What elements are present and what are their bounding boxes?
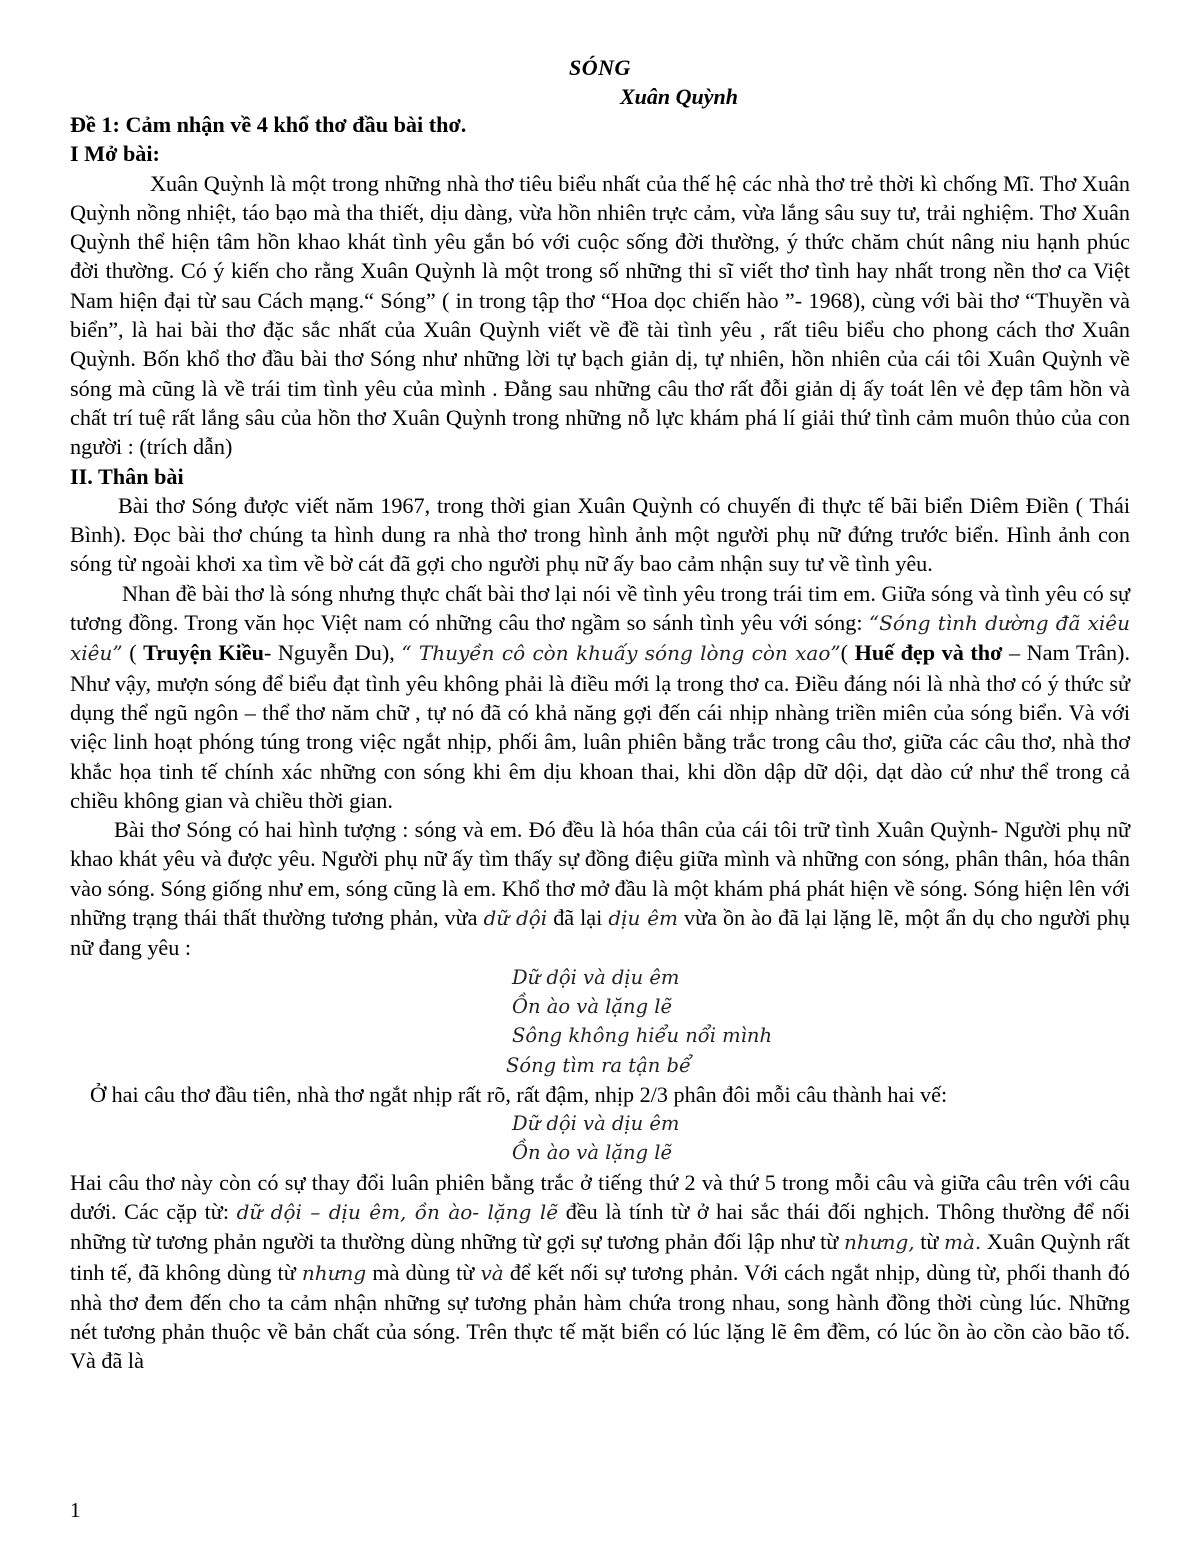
poem-excerpt-2	[70, 1109, 1130, 1168]
poem-line: Ồn ào và lặng lẽ	[512, 994, 673, 1018]
paragraph-mo-bai: Xuân Quỳnh là một trong những nhà thơ tiêu biểu nhất của thế hệ các nhà thơ trẻ thời kì chống Mĩ. Thơ Xuân Quỳnh nồng nhiệt, táo bạo mà tha thiết, dịu dàng, vừa hồn nhiên trực cảm, vừa lắng sâu suy tư, trải nghiệm. Thơ Xuân Quỳnh thể hiện tâm hồn khao khát tình yêu gắn bó với cuộc sống đời thường, ý thức chăm chút nâng niu hạnh phúc đời thường. Có ý kiến cho rằng Xuân Quỳnh là một trong số những thi sĩ viết thơ tình hay nhất trong nền thơ ca Việt Nam hiện đại từ sau Cách mạng.“ Sóng” ( in trong tập thơ “Hoa dọc chiến hào ”- 1968), cùng với bài thơ “Thuyền và biển”, là hai bài thơ đặc sắc nhất của Xuân Quỳnh viết về đề tài tình yêu , rất tiêu biểu cho phong cách thơ Xuân Quỳnh. Bốn khổ thơ đầu bài thơ Sóng như những lời tự bạch giản dị, tự nhiên, hồn nhiên của cái tôi Xuân Quỳnh về sóng mà cũng là về trái tim tình yêu của mình . Đằng sau những câu thơ rất đỗi giản dị ấy toát lên vẻ đẹp tâm hồn và chất trí tuệ rất lắng sâu của hồn thơ Xuân Quỳnh trong những nỗ lực khám phá lí giải thứ tình cảm muôn thủo của con người : (trích dẫn)	[70, 170, 1130, 460]
poem-author: Xuân Quỳnh	[620, 84, 739, 109]
poem-line: Sông không hiểu nổi mình	[512, 1024, 773, 1048]
paragraph-3: Bài thơ Sóng có hai hình tượng : sóng và em. Đó đều là hóa thân của cái tôi trữ tình Xuân Quỳnh- Người phụ nữ khao khát yêu và được yêu. Người phụ nữ ấy tìm thấy sự đồng điệu giữa mình và những con sóng, phân thân, hóa thân vào sóng. Sóng giống như em, sóng cũng là em. Khổ thơ mở đầu là một khám phá phát hiện về sóng. Sóng hiện lên với những trạng thái thất thường tương phản, vừa dữ dội đã lại dịu êm vừa ồn ào đã lại lặng lẽ, một ẩn dụ cho người phụ nữ đang yêu :	[70, 817, 1130, 961]
poem-line: Ồn ào và lặng lẽ	[512, 1141, 673, 1165]
poem-line: Dữ dội và dịu êm	[512, 965, 680, 989]
paragraph-4: Ở hai câu thơ đầu tiên, nhà thơ ngắt nhịp rất rõ, rất đậm, nhịp 2/3 phân đôi mỗi câu thành hai vế:	[90, 1081, 948, 1107]
paragraph-5: Hai câu thơ này còn có sự thay đổi luân phiên bằng trắc ở tiếng thứ 2 và thứ 5 trong mỗi câu và giữa câu trên với câu dưới. Các cặp từ: dữ dội – dịu êm, ồn ào- lặng lẽ đều là tính từ ở hai sắc thái đối nghịch. Thông thường để nối những từ tương phản người ta thường dùng những từ gợi sự tương phản đối lập như từ nhưng, từ mà. Xuân Quỳnh rất tinh tế, đã không dùng từ nhưng mà dùng từ và để kết nối sự tương phản. Với cách ngắt nhịp, dùng từ, phối thanh đó nhà thơ đem đến cho ta cảm nhận những sự tương phản hàm chứa trong nhau, song hành đồng thời cùng lúc. Những nét tương phản thuộc về bản chất của sóng. Trên thực tế mặt biển có lúc lặng lẽ êm đềm, có lúc ồn ào cồn cào bão tố. Và đã là	[70, 1169, 1131, 1374]
poem-title: SÓNG	[569, 55, 631, 80]
poem-excerpt-1	[70, 963, 1130, 1080]
paragraph-2: Nhan đề bài thơ là sóng nhưng thực chất bài thơ lại nói về tình yêu trong trái tim em. Giữa sóng và tình yêu có sự tương đồng. Trong văn học Việt nam có những câu thơ ngầm so sánh tình yêu với sóng: “Sóng tình dường đã xiêu xiêu” ( Truyện Kiều- Nguyễn Du), “ Thuyền cô còn khuấy sóng lòng còn xao”( Huế đẹp và thơ – Nam Trân). Như vậy, mượn sóng để biểu đạt tình yêu không phải là điều mới lạ trong thơ ca. Điều đáng nói là nhà thơ có ý thức sử dụng thể ngũ ngôn – thể thơ năm chữ , tự nó đã có khả năng gợi đến cái nhịp nhàng triền miên của sóng biển. Và với việc linh hoạt phóng túng trong việc ngắt nhịp, phối âm, luân phiên bằng trắc trong câu thơ, giữa các câu thơ, nhà thơ khắc họa tinh tế chính xác những con sóng khi êm dịu khoan thai, khi dồn dập dữ dội, dạt dào cứ như thể trong cả chiều không gian và chiều thời gian.	[70, 580, 1130, 813]
section-heading-mo-bai: I Mở bài:	[70, 141, 160, 167]
page-number: 1	[70, 1498, 81, 1522]
document-body	[70, 110, 1130, 1376]
paragraph-1: Bài thơ Sóng được viết năm 1967, trong thời gian Xuân Quỳnh có chuyến đi thực tế bãi biển Diêm Điền ( Thái Bình). Đọc bài thơ chúng ta hình dung ra nhà thơ trong hình ảnh một người phụ nữ đứng trước biển. Hình ảnh con sóng từ ngoài khơi xa tìm về bờ cát đã gợi cho người phụ nữ ấy bao cảm nhận suy tư về tình yêu.	[70, 492, 1130, 577]
poem-line: Dữ dội và dịu êm	[512, 1112, 680, 1136]
exercise-title: Đề 1: Cảm nhận về 4 khổ thơ đầu bài thơ.	[70, 112, 467, 137]
section-heading-than-bai: II. Thân bài	[70, 463, 184, 489]
poem-line: Sóng tìm ra tận bể	[506, 1053, 691, 1077]
